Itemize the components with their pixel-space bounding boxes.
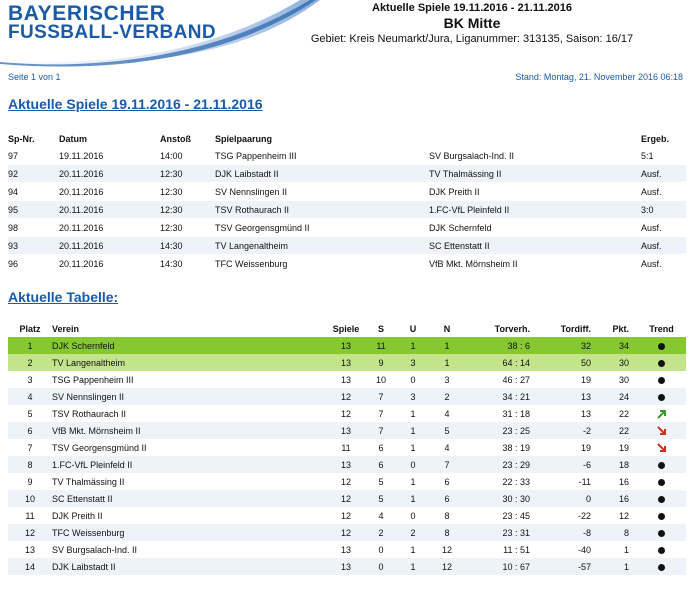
team-wins: 10 [375, 374, 386, 385]
games-section-title: Aktuelle Spiele 19.11.2016 - 21.11.2016 [8, 96, 263, 112]
game-row [8, 165, 686, 183]
team-points: 18 [599, 456, 637, 473]
team-wins: 9 [366, 354, 396, 371]
team-trend [637, 507, 686, 524]
standings-row [8, 456, 686, 473]
col-header-points: Pkt. [612, 323, 629, 334]
team-name: DJK Preith II [52, 510, 103, 521]
trend-same-icon [658, 479, 665, 486]
col-header-trend: Trend [649, 323, 674, 334]
team-points: 1 [623, 544, 629, 555]
game-time: 12:30 [160, 183, 215, 201]
team-points: 8 [599, 524, 637, 541]
team-goals: 64 : 14 [464, 354, 544, 371]
team-points: 24 [599, 388, 637, 405]
team-games: 11 [341, 442, 351, 453]
game-nr: 94 [8, 183, 59, 201]
game-result: Ausf. [641, 165, 686, 183]
game-date: 20.11.2016 [59, 183, 160, 201]
col-header-result: Ergeb. [641, 133, 670, 144]
team-name: SV Burgsalach-Ind. II [52, 544, 138, 555]
team-games: 12 [340, 510, 351, 521]
team-losses: 1 [430, 337, 464, 354]
team-games: 13 [340, 544, 351, 555]
team-wins: 5 [378, 476, 384, 487]
game-away-team: 1.FC-VfL Pleinfeld II [429, 201, 641, 219]
team-place: 4 [8, 388, 52, 405]
team-goals: 23 : 25 [464, 422, 544, 439]
col-header-date: Datum [59, 133, 88, 144]
game-home-team: TFC Weissenburg [215, 255, 429, 273]
game-nr: 92 [8, 165, 59, 183]
game-date: 20.11.2016 [59, 165, 160, 183]
game-result: 3:0 [641, 201, 686, 219]
team-goals: 31 : 18 [502, 408, 530, 419]
team-goals: 34 : 21 [464, 388, 544, 405]
standings-row [8, 473, 686, 490]
team-points: 22 [599, 422, 637, 439]
trend-same-icon [658, 513, 665, 520]
team-wins: 4 [378, 510, 384, 521]
team-goal-diff: 0 [544, 490, 599, 507]
team-trend [637, 490, 686, 507]
team-games: 13 [326, 456, 366, 473]
team-games: 13 [326, 558, 366, 575]
team-goal-diff: -8 [544, 524, 599, 541]
team-points: 16 [599, 490, 637, 507]
game-home-team: DJK Laibstadt II [215, 165, 429, 183]
col-header-wins: S [377, 323, 384, 334]
team-losses: 6 [430, 490, 464, 507]
team-goal-diff: -22 [577, 510, 591, 521]
team-wins: 0 [378, 544, 384, 555]
team-name: DJK Laibstadt II [52, 558, 326, 575]
game-away-team: SC Ettenstatt II [429, 237, 641, 255]
header-games-title: Aktuelle Spiele 19.11.2016 - 21.11.2016 [372, 2, 572, 14]
team-draws: 3 [396, 354, 430, 371]
game-away-team: VfB Mkt. Mörnsheim II [429, 255, 641, 273]
game-time: 12:30 [160, 201, 215, 219]
team-name: DJK Schernfeld [52, 337, 326, 354]
team-name: TSG Pappenheim III [52, 374, 134, 385]
team-draws: 0 [410, 510, 416, 521]
team-points: 22 [618, 408, 629, 419]
standings-row [8, 524, 686, 541]
team-losses: 1 [430, 354, 464, 371]
trend-same-icon [658, 360, 665, 367]
team-losses: 4 [444, 442, 450, 453]
games-header-row [8, 130, 686, 147]
team-goals: 38 : 6 [464, 337, 544, 354]
team-trend [637, 337, 686, 354]
game-date: 20.11.2016 [59, 219, 160, 237]
col-header-time: Anstoß [160, 133, 191, 144]
standings-row [8, 405, 686, 422]
team-trend [637, 456, 686, 473]
team-trend [637, 422, 686, 439]
team-draws: 1 [410, 442, 416, 453]
team-place: 14 [8, 558, 52, 575]
team-goal-diff: 32 [544, 337, 599, 354]
standings-row [8, 507, 686, 524]
game-date: 20.11.2016 [59, 201, 160, 219]
team-games: 12 [326, 490, 366, 507]
standings-row [8, 490, 686, 507]
team-trend [637, 524, 686, 541]
logo-line-1: BAYERISCHER [8, 2, 166, 25]
team-goals: 23 : 31 [464, 524, 544, 541]
team-name: SC Ettenstatt II [52, 490, 326, 507]
trend-down-icon [657, 426, 667, 436]
col-header-nr: Sp-Nr. [8, 133, 35, 144]
team-games: 13 [340, 374, 351, 385]
game-result: Ausf. [641, 183, 686, 201]
col-header-club: Verein [52, 323, 80, 334]
team-games: 12 [326, 388, 366, 405]
team-losses: 8 [430, 524, 464, 541]
team-trend [637, 541, 686, 558]
team-draws: 1 [396, 422, 430, 439]
team-goal-diff: -11 [578, 476, 591, 487]
game-nr: 93 [8, 237, 59, 255]
trend-down-icon [657, 443, 667, 453]
team-points: 1 [599, 558, 637, 575]
team-trend [637, 439, 686, 456]
team-games: 12 [340, 476, 351, 487]
col-header-diff: Tordiff. [560, 323, 591, 334]
team-place: 13 [24, 544, 35, 555]
team-name: VfB Mkt. Mörnsheim II [52, 422, 326, 439]
team-draws: 3 [396, 388, 430, 405]
team-losses: 6 [444, 476, 450, 487]
col-header-empty [429, 130, 641, 147]
team-wins: 0 [366, 558, 396, 575]
col-header-games: Spiele [332, 323, 360, 334]
game-away-team: DJK Schernfeld [429, 219, 641, 237]
team-trend [637, 354, 686, 371]
game-time: 14:00 [160, 147, 215, 165]
team-games: 13 [326, 422, 366, 439]
game-away-team: DJK Preith II [429, 183, 641, 201]
trend-same-icon [658, 547, 665, 554]
team-place: 8 [8, 456, 52, 473]
team-place: 5 [27, 408, 33, 419]
team-trend [637, 371, 686, 388]
team-points: 19 [618, 442, 629, 453]
game-row [8, 183, 686, 201]
team-draws: 1 [396, 490, 430, 507]
team-games: 13 [326, 337, 366, 354]
team-name: 1.FC-VfL Pleinfeld II [52, 456, 326, 473]
game-row [8, 255, 686, 273]
col-header-pairing: Spielpaarung [215, 133, 273, 144]
team-games: 13 [326, 354, 366, 371]
team-draws: 1 [410, 544, 416, 555]
team-losses: 12 [441, 544, 452, 555]
team-goal-diff: -2 [544, 422, 599, 439]
team-name: TV Thalmässing II [52, 476, 125, 487]
game-home-team: TSG Pappenheim III [215, 147, 429, 165]
team-place: 7 [27, 442, 33, 453]
team-points: 30 [618, 374, 629, 385]
col-header-losses: N [443, 323, 451, 334]
team-goal-diff: 50 [544, 354, 599, 371]
standings-row [8, 354, 686, 371]
team-goal-diff: 13 [580, 408, 591, 419]
team-place: 12 [8, 524, 52, 541]
team-games: 12 [340, 408, 351, 419]
team-name: TSV Rothaurach II [52, 408, 127, 419]
header-league-info: Gebiet: Kreis Neumarkt/Jura, Liganummer: 313135, Saison: 16/17 [310, 33, 634, 45]
team-wins: 7 [378, 408, 384, 419]
trend-up-icon [657, 409, 667, 419]
team-place: 2 [8, 354, 52, 371]
game-result: Ausf. [641, 219, 686, 237]
team-goal-diff: -6 [544, 456, 599, 473]
standings-row [8, 541, 686, 558]
team-goal-diff: 13 [544, 388, 599, 405]
team-trend [637, 558, 686, 575]
team-losses: 5 [430, 422, 464, 439]
team-goals: 30 : 30 [464, 490, 544, 507]
standings-row [8, 439, 686, 456]
team-goals: 46 : 27 [502, 374, 530, 385]
team-goals: 10 : 67 [464, 558, 544, 575]
trend-same-icon [658, 343, 665, 350]
game-nr: 96 [8, 255, 59, 273]
game-nr: 98 [8, 219, 59, 237]
team-goals: 11 : 51 [503, 544, 530, 555]
game-row [8, 219, 686, 237]
logo-line-2: FUSSBALL-VERBAND [8, 22, 217, 43]
team-name: TFC Weissenburg [52, 524, 326, 541]
team-wins: 7 [366, 388, 396, 405]
team-name: SV Nennslingen II [52, 388, 326, 405]
team-losses: 3 [444, 374, 450, 385]
team-trend [637, 388, 686, 405]
team-goals: 22 : 33 [502, 476, 530, 487]
team-games: 12 [326, 524, 366, 541]
game-result: Ausf. [641, 255, 686, 273]
standings-table [8, 320, 686, 575]
team-losses: 7 [430, 456, 464, 473]
team-draws: 2 [396, 524, 430, 541]
team-trend [637, 405, 686, 422]
team-goals: 23 : 45 [502, 510, 530, 521]
team-draws: 0 [410, 374, 416, 385]
col-header-place: Platz [19, 323, 41, 334]
team-losses: 4 [444, 408, 450, 419]
standings-header-row [8, 320, 686, 337]
game-away-team: SV Burgsalach-Ind. II [429, 147, 641, 165]
team-wins: 7 [366, 422, 396, 439]
team-wins: 6 [378, 442, 384, 453]
header-league: BK Mitte [443, 15, 501, 31]
col-header-goals: Torverh. [494, 323, 530, 334]
team-goals: 23 : 29 [464, 456, 544, 473]
team-draws: 1 [396, 558, 430, 575]
team-place: 3 [27, 374, 33, 385]
trend-same-icon [658, 377, 665, 384]
team-wins: 11 [366, 337, 396, 354]
game-result: 5:1 [641, 147, 686, 165]
team-draws: 0 [396, 456, 430, 473]
game-time: 14:30 [160, 255, 215, 273]
game-nr: 95 [8, 201, 59, 219]
game-nr: 97 [8, 147, 59, 165]
standings-row [8, 558, 686, 575]
team-draws: 1 [410, 408, 416, 419]
trend-same-icon [658, 530, 665, 537]
standings-row [8, 371, 686, 388]
page-counter: Seite 1 von 1 [8, 72, 61, 82]
team-wins: 6 [366, 456, 396, 473]
game-date: 19.11.2016 [59, 147, 160, 165]
game-home-team: TSV Georgensgmünd II [215, 219, 429, 237]
game-date: 20.11.2016 [59, 255, 160, 273]
team-trend [637, 473, 686, 490]
game-result: Ausf. [641, 237, 686, 255]
team-draws: 1 [396, 337, 430, 354]
team-place: 1 [8, 337, 52, 354]
team-losses: 2 [430, 388, 464, 405]
standings-row [8, 337, 686, 354]
trend-same-icon [658, 394, 665, 401]
games-table [8, 130, 686, 273]
trend-same-icon [658, 564, 665, 571]
standings-row [8, 422, 686, 439]
team-points: 30 [599, 354, 637, 371]
team-losses: 8 [444, 510, 450, 521]
game-home-team: TV Langenaltheim [215, 237, 429, 255]
trend-same-icon [658, 496, 665, 503]
team-place: 6 [8, 422, 52, 439]
team-goal-diff: -57 [544, 558, 599, 575]
game-time: 14:30 [160, 237, 215, 255]
page-header [262, 2, 682, 45]
col-header-draws: U [409, 323, 417, 334]
trend-same-icon [658, 462, 665, 469]
team-losses: 12 [430, 558, 464, 575]
team-name: TSV Georgensgmünd II [52, 442, 147, 453]
game-time: 12:30 [160, 219, 215, 237]
team-goals: 38 : 19 [502, 442, 530, 453]
team-name: TV Langenaltheim [52, 354, 326, 371]
team-wins: 5 [366, 490, 396, 507]
stand-timestamp: Stand: Montag, 21. November 2016 06:18 [515, 72, 683, 82]
team-goal-diff: 19 [580, 442, 591, 453]
team-place: 11 [25, 510, 35, 521]
game-away-team: TV Thalmässing II [429, 165, 641, 183]
team-points: 34 [599, 337, 637, 354]
team-goal-diff: 19 [580, 374, 591, 385]
team-place: 9 [27, 476, 33, 487]
game-row [8, 237, 686, 255]
game-row [8, 201, 686, 219]
table-section-title: Aktuelle Tabelle: [8, 289, 119, 305]
team-wins: 2 [366, 524, 396, 541]
game-time: 12:30 [160, 165, 215, 183]
game-home-team: SV Nennslingen II [215, 183, 429, 201]
standings-row [8, 388, 686, 405]
team-draws: 1 [410, 476, 416, 487]
game-date: 20.11.2016 [59, 237, 160, 255]
team-goal-diff: -40 [577, 544, 591, 555]
game-row [8, 147, 686, 165]
team-place: 10 [8, 490, 52, 507]
team-points: 16 [618, 476, 629, 487]
game-home-team: TSV Rothaurach II [215, 201, 429, 219]
team-points: 12 [618, 510, 629, 521]
